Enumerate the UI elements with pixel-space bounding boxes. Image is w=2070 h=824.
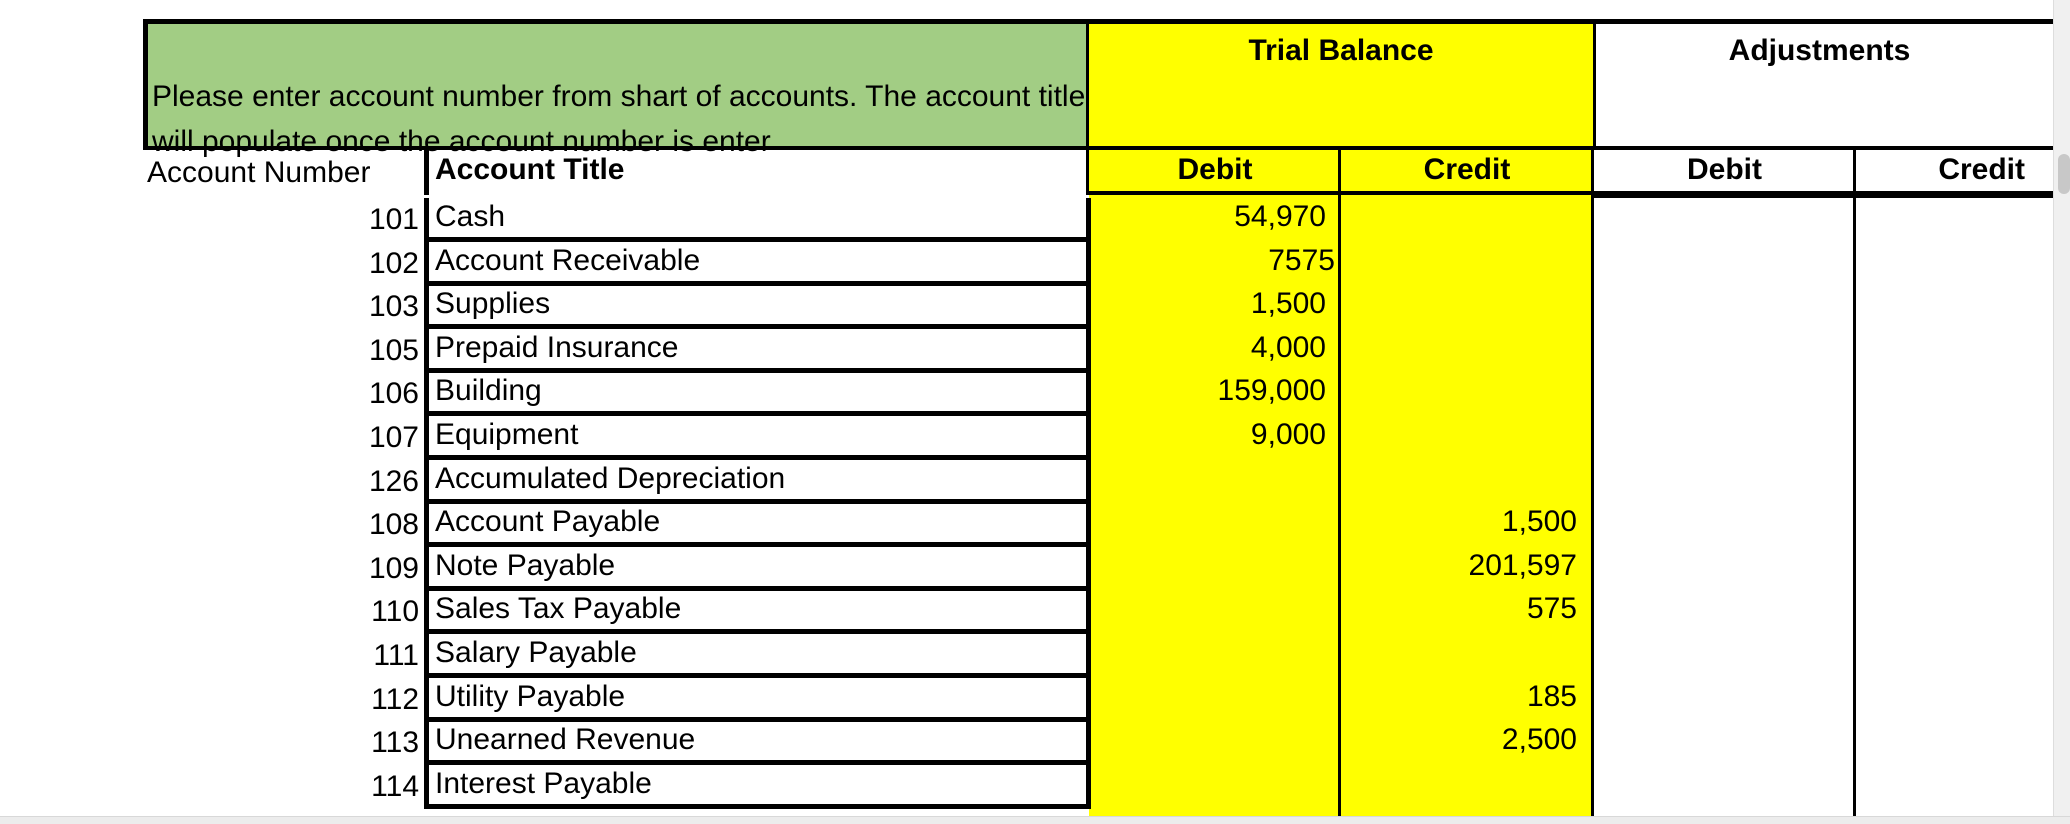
instructions-text: Please enter account number from shart of accounts. The account title will populate once the account number is enter: [152, 80, 1086, 158]
table-row: [143, 547, 2053, 591]
account-title-cell[interactable]: Equipment: [424, 416, 1091, 460]
account-title-cell[interactable]: Prepaid Insurance: [424, 329, 1091, 373]
table-row: [143, 329, 2053, 373]
account-number-header: Account Number: [147, 156, 371, 189]
adj-debit-header: Debit: [1687, 153, 1762, 186]
account-title-cell[interactable]: Interest Payable: [424, 765, 1091, 809]
table-row: [143, 460, 2053, 504]
account-title-cell[interactable]: Unearned Revenue: [424, 721, 1091, 765]
account-title-cell[interactable]: Sales Tax Payable: [424, 590, 1091, 634]
table-row: [143, 765, 2053, 809]
account-title-cell[interactable]: Supplies: [424, 285, 1091, 329]
account-number-cell[interactable]: 107: [368, 421, 419, 454]
account-title-cell[interactable]: Building: [424, 372, 1091, 416]
account-title-cell[interactable]: Utility Payable: [424, 678, 1091, 722]
adjustments-header: Adjustments: [1593, 19, 2053, 150]
tb-debit-cell[interactable]: 159,000: [1217, 374, 1326, 407]
account-title-cell[interactable]: Cash: [424, 198, 1091, 242]
account-title-cell[interactable]: Accumulated Depreciation: [424, 460, 1091, 504]
account-number-cell[interactable]: 110: [371, 595, 419, 628]
adj-credit-header: Credit: [1938, 153, 2025, 186]
table-row: [143, 634, 2053, 678]
account-number-cell[interactable]: 109: [368, 552, 419, 585]
table-row: [143, 285, 2053, 329]
account-title-header: Account Title: [424, 150, 1091, 195]
account-number-cell[interactable]: 113: [371, 726, 419, 759]
table-row: [143, 503, 2053, 547]
account-number-cell[interactable]: 106: [368, 377, 419, 410]
account-title-cell[interactable]: Account Receivable: [424, 242, 1091, 286]
table-row: [143, 198, 2053, 242]
account-number-cell[interactable]: 112: [371, 683, 419, 716]
table-row: [143, 721, 2053, 765]
tb-debit-cell[interactable]: 4,000: [1250, 331, 1326, 364]
account-number-cell[interactable]: 102: [368, 247, 419, 280]
vertical-scroll-thumb[interactable]: [2058, 154, 2070, 194]
account-title-cell[interactable]: Note Payable: [424, 547, 1091, 591]
trial-balance-header: Trial Balance: [1089, 19, 1593, 150]
account-number-cell[interactable]: 111: [373, 639, 419, 672]
account-number-cell[interactable]: 108: [368, 508, 419, 541]
tb-credit-header: Credit: [1341, 150, 1593, 195]
account-title-cell[interactable]: Account Payable: [424, 503, 1091, 547]
table-row: [143, 678, 2053, 722]
horizontal-scrollbar[interactable]: [0, 816, 2070, 824]
tb-credit-cell[interactable]: 1,500: [1501, 505, 1577, 538]
table-row: [143, 372, 2053, 416]
account-number-cell[interactable]: 103: [368, 290, 419, 323]
table-row: [143, 242, 2053, 286]
tb-credit-cell[interactable]: 185: [1526, 680, 1577, 713]
tb-debit-cell[interactable]: 7575: [1268, 244, 1335, 277]
tb-debit-header: Debit: [1089, 150, 1341, 195]
tb-debit-cell[interactable]: 9,000: [1250, 418, 1326, 451]
table-row: [143, 416, 2053, 460]
account-number-cell[interactable]: 114: [371, 770, 419, 803]
account-number-cell[interactable]: 105: [368, 334, 419, 367]
tb-credit-cell[interactable]: 2,500: [1501, 723, 1577, 756]
account-number-cell[interactable]: 126: [368, 465, 419, 498]
account-number-cell[interactable]: 101: [368, 203, 419, 236]
vertical-scrollbar[interactable]: [2053, 0, 2070, 824]
tb-credit-cell[interactable]: 201,597: [1468, 549, 1577, 582]
instructions-cell: [143, 19, 1091, 158]
tb-debit-cell[interactable]: 1,500: [1250, 287, 1326, 320]
table-row: [143, 590, 2053, 634]
account-title-cell[interactable]: Salary Payable: [424, 634, 1091, 678]
tb-debit-cell[interactable]: 54,970: [1234, 200, 1326, 233]
tb-credit-cell[interactable]: 575: [1526, 592, 1577, 625]
